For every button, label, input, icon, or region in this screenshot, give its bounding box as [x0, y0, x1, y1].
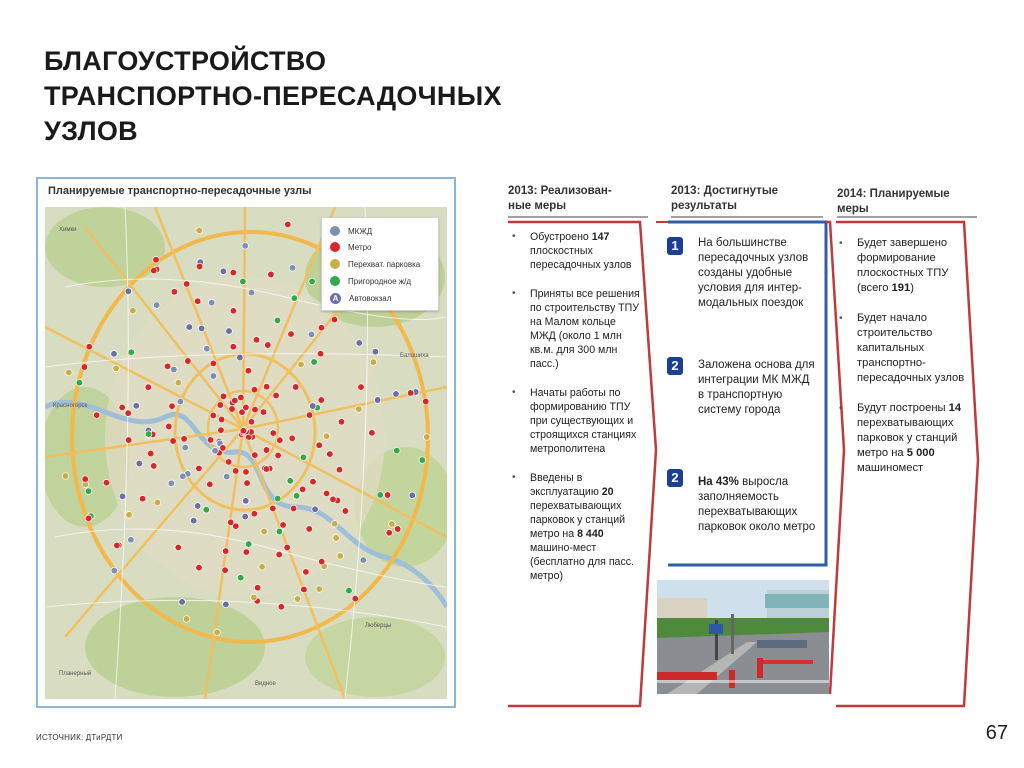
page-number: 67 [985, 722, 1008, 744]
col2-heading-line: 2013: Достигнутые [671, 185, 779, 197]
col3-heading-line: 2014: Планируемые [837, 188, 950, 200]
list-item: • Будут построены 14 перехватывающих парковок у станций метро на 5 000 машиномест [839, 402, 962, 474]
legend-label: МКЖД [348, 226, 373, 236]
bullet-icon: • [512, 387, 516, 398]
col1-rule [508, 216, 648, 218]
svg-text:Видное: Видное [255, 681, 276, 687]
map-caption: Планируемые транспортно-пересадочные узлы [48, 185, 312, 197]
list-item: • Будет начало строительство капитальных транспортно-пересадочных узлов [839, 312, 965, 384]
bus-station-badge-icon: А [330, 293, 341, 304]
svg-text:Балашиха: Балашиха [400, 353, 429, 359]
bullet-icon: • [839, 238, 843, 249]
col1-heading-line: ные меры [508, 200, 567, 212]
col3-heading [837, 187, 973, 217]
result-item: На большинстве пересадочных узлов созданы удобные условия для интер-модальных поездок [698, 237, 809, 309]
col1-bullets [510, 230, 640, 598]
svg-text:Планерный: Планерный [59, 671, 92, 677]
svg-text:Люберцы: Люберцы [365, 623, 392, 629]
source-note: ИСТОЧНИК: ДТиРДТИ [36, 733, 123, 742]
legend-label: Метро [348, 242, 372, 252]
result-item: Заложена основа для интеграции МК МЖД в транспортную систему города [698, 359, 815, 416]
title-line-1: БЛАГОУСТРОЙСТВО [44, 46, 327, 76]
svg-text:Химки: Химки [59, 227, 77, 233]
legend-label: Перехват. парковка [348, 259, 421, 269]
col1-heading [508, 184, 638, 214]
parking-photo-graphic [657, 580, 829, 694]
number-badge-icon: 2 [667, 469, 683, 487]
title-line-2: ТРАНСПОРТНО-ПЕРЕСАДОЧНЫХ [44, 81, 502, 111]
list-item: • Начаты работы по формированию ТПУ при существующих и строящихся станциях метрополитена [512, 387, 637, 455]
col3-rule [837, 216, 977, 218]
col2-heading [671, 184, 821, 214]
result-item: На 43% выросла заполняемость перехватывающих парковок около метро [698, 476, 816, 533]
number-badge-icon: 2 [667, 357, 683, 375]
parking-photo [657, 580, 829, 694]
list-item: • Обустроено 147 плоскостных пересадочных узлов [512, 231, 632, 271]
bullet-icon: • [512, 472, 516, 483]
list-item: • Будет завершено формирование плоскостных ТПУ (всего 191) [839, 237, 949, 294]
number-badge-icon: 1 [667, 237, 683, 255]
list-item: • Приняты все решения по строительству ТПУ на Малом кольце МЖД (около 1 млн кв.м. для 300 млн пасс.) [512, 288, 640, 370]
title-line-3: УЗЛОВ [44, 116, 138, 146]
col2-rule [671, 216, 823, 218]
bullet-icon: • [839, 403, 843, 414]
bullet-icon: • [512, 231, 516, 242]
col3-heading-line: меры [837, 203, 869, 215]
legend-label: Пригородное ж/д [348, 276, 412, 286]
bullet-icon: • [839, 313, 843, 324]
col3-bullets [837, 236, 967, 491]
legend-label: Автовокзал [349, 294, 392, 303]
list-item: • Введены в эксплуатацию 20 перехватывающих парковок у станций метро на 8 440 машино-мест (бесплатно для пасс. метро) [512, 472, 634, 582]
svg-text:Красногорск: Красногорск [53, 403, 88, 409]
col2-heading-line: результаты [671, 200, 737, 212]
bullet-icon: • [512, 288, 516, 299]
col1-heading-line: 2013: Реализован- [508, 185, 612, 197]
